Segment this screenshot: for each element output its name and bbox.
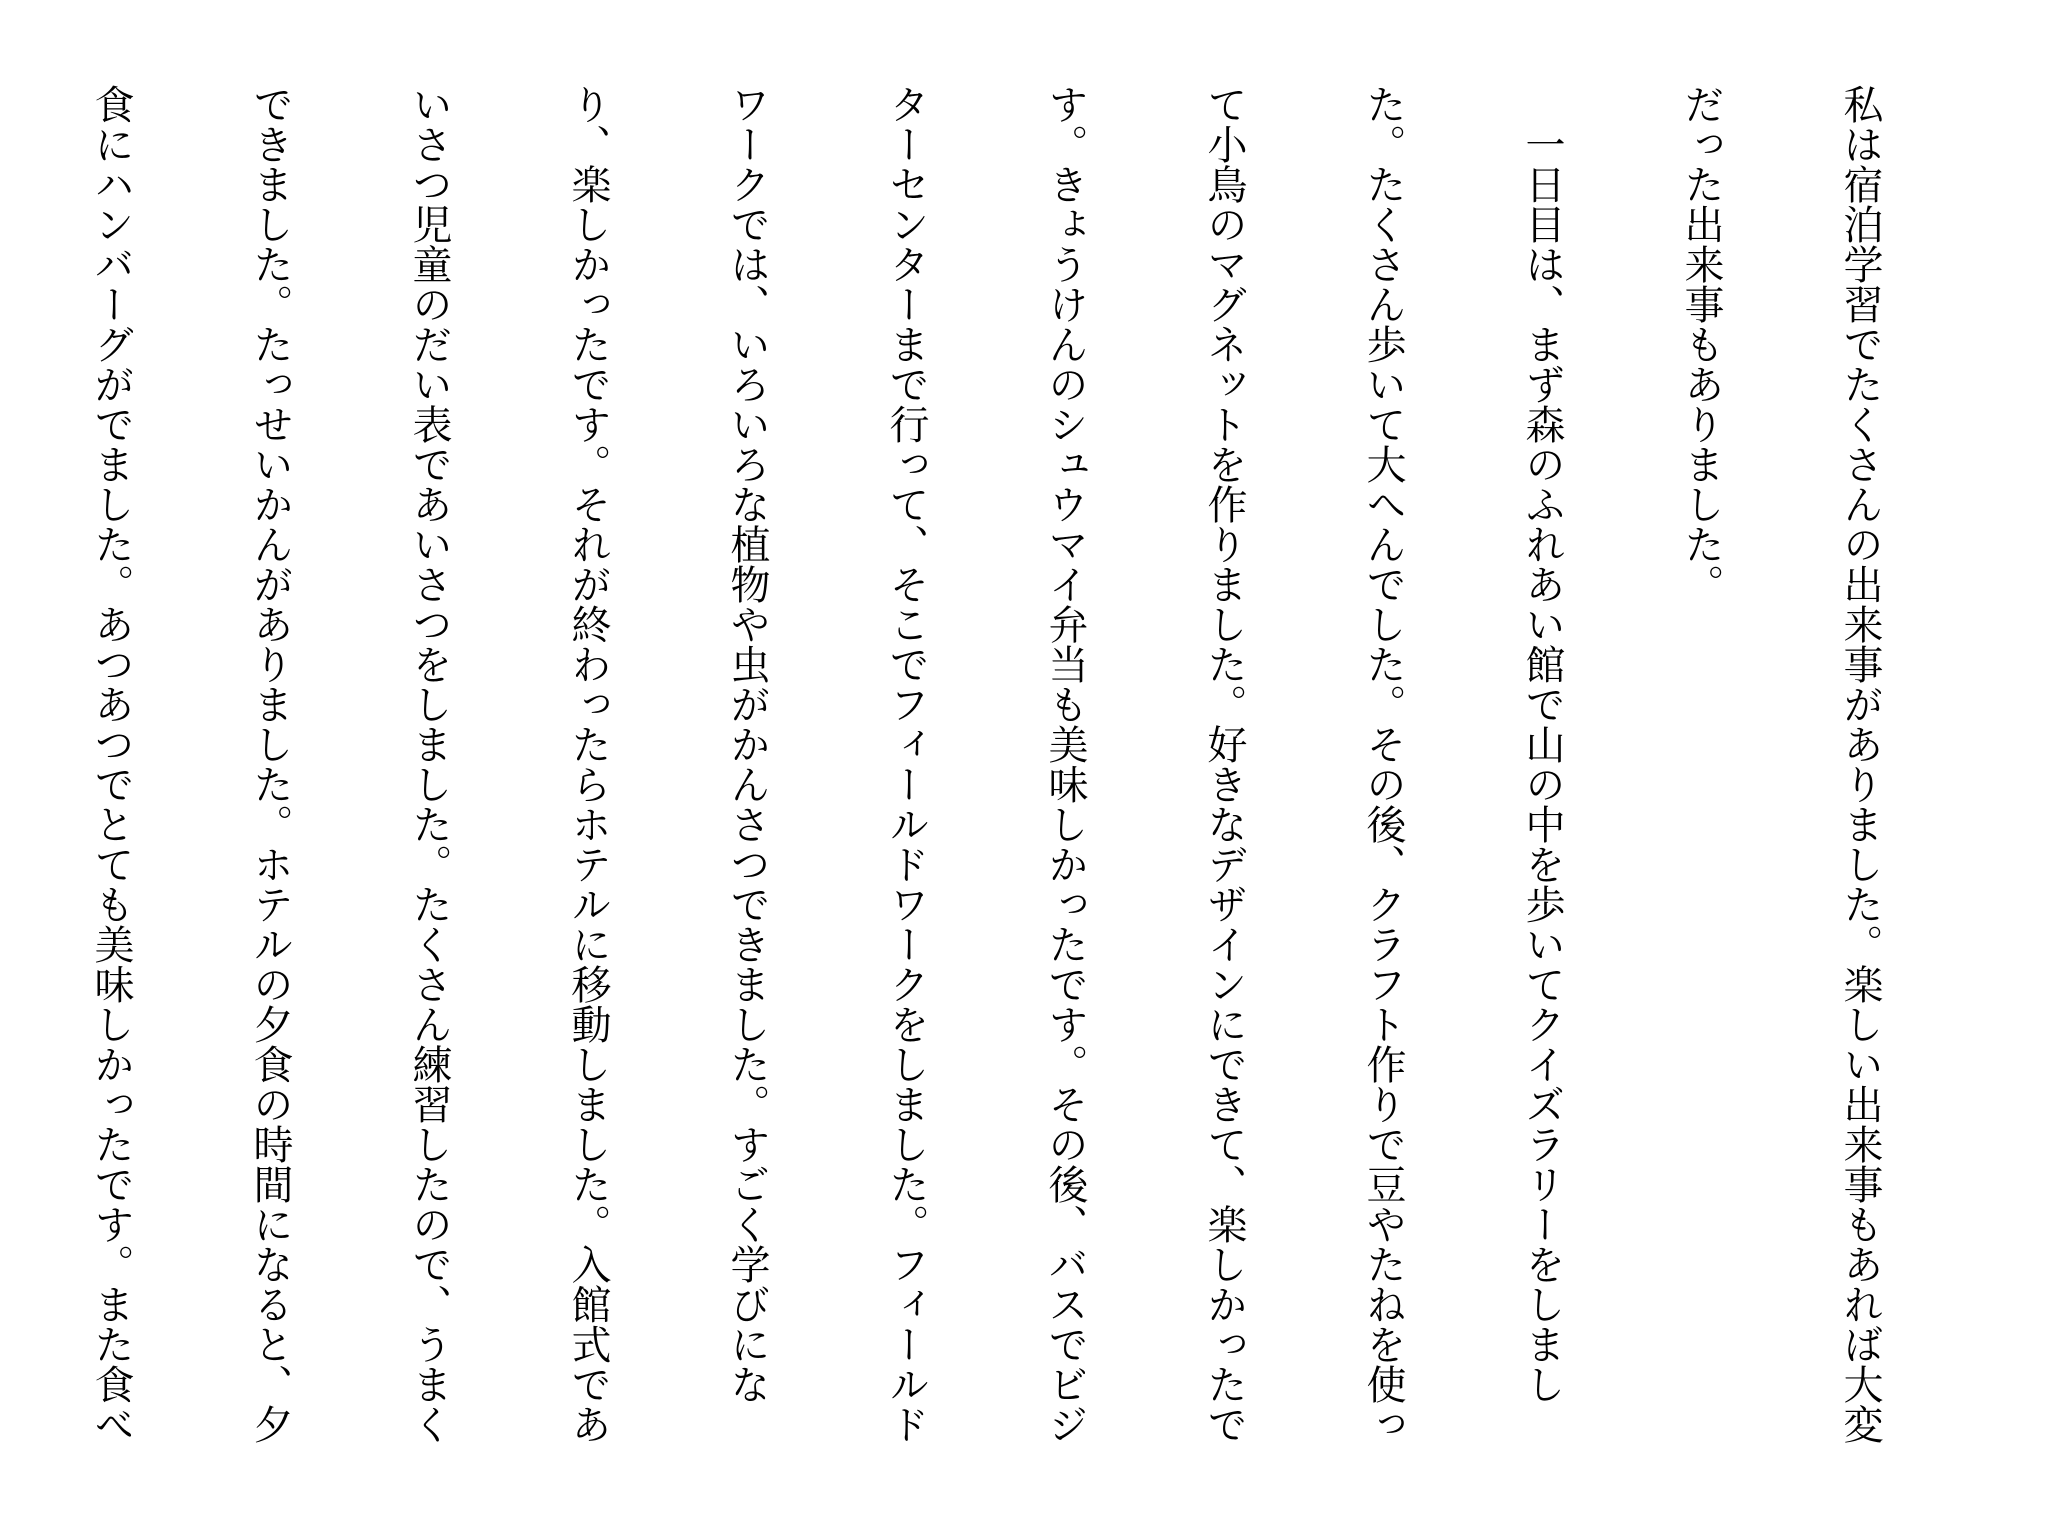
text-line-12: 食にハンバーグがでました。あつあつでとても美味しかったです。また食べ bbox=[88, 84, 134, 1444]
text-line-10: いさつ児童のだい表であいさつをしました。たくさん練習したので、うまく bbox=[406, 84, 452, 1444]
text-line-1: 私は宿泊学習でたくさんの出来事がありました。楽しい出来事もあれば大変 bbox=[1837, 84, 1883, 1444]
text-line-6: す。きょうけんのシュウマイ弁当も美味しかったです。その後、バスでビジ bbox=[1042, 84, 1088, 1444]
text-line-4: た。たくさん歩いて大へんでした。その後、クラフト作りで豆やたねを使っ bbox=[1360, 84, 1406, 1444]
text-line-9: り、楽しかったです。それが終わったらホテルに移動しました。入館式であ bbox=[565, 84, 611, 1444]
essay-body bbox=[0, 84, 1992, 1524]
text-line-3: 一日目は、まず森のふれあい館で山の中を歩いてクイズラリーをしまし bbox=[1519, 84, 1565, 1404]
text-line-11: できました。たっせいかんがありました。ホテルの夕食の時間になると、夕 bbox=[247, 84, 293, 1444]
text-line-5: て小鳥のマグネットを作りました。好きなデザインにできて、楽しかったで bbox=[1201, 84, 1247, 1444]
text-line-8: ワークでは、いろいろな植物や虫がかんさつできました。すごく学びにな bbox=[724, 84, 770, 1404]
text-line-2: だった出来事もありました。 bbox=[1678, 84, 1724, 604]
text-line-7: ターセンターまで行って、そこでフィールドワークをしました。フィールド bbox=[883, 84, 929, 1444]
